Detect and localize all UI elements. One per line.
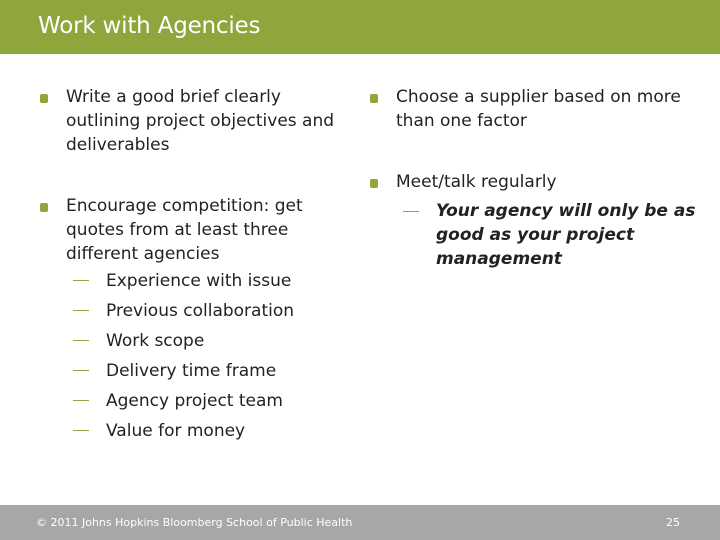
slide-title: Work with Agencies [38, 13, 261, 39]
right-column [366, 85, 696, 271]
sub-item-text: Value for money [106, 421, 246, 441]
dash-marker-icon [403, 211, 419, 212]
bullet-marker-icon [370, 179, 378, 188]
title-bar [0, 0, 720, 54]
dash-marker-icon [73, 370, 89, 371]
sub-item-work-scope [36, 326, 336, 356]
sub-item-text: Delivery time frame [106, 361, 277, 381]
dash-marker-icon [73, 400, 89, 401]
sub-item-text: Previous collaboration [106, 301, 295, 321]
sub-item-experience [36, 266, 336, 296]
dash-marker-icon [73, 280, 89, 281]
bullet-text: Meet/talk regularly [396, 172, 557, 192]
bullet-marker-icon [40, 94, 48, 103]
bullet-marker-icon [40, 203, 48, 212]
sub-item-text: Work scope [106, 331, 205, 351]
sub-item-project-management [366, 194, 696, 271]
sub-item-value [36, 416, 336, 446]
bullet-text: Write a good brief clearly outlining project objectives and deliverables [66, 87, 335, 155]
dash-marker-icon [73, 430, 89, 431]
bullet-encourage-competition [36, 194, 336, 266]
bullet-write-brief [36, 85, 336, 157]
sub-item-text: Your agency will only be as good as your project management [436, 201, 696, 269]
sub-item-text: Experience with issue [106, 271, 292, 291]
bullet-meet-regularly [366, 170, 696, 194]
sub-item-team [36, 386, 336, 416]
left-column [36, 85, 336, 446]
page-number: 25 [666, 516, 680, 529]
bullet-choose-supplier [366, 85, 696, 133]
bullet-marker-icon [370, 94, 378, 103]
copyright-text: © 2011 Johns Hopkins Bloomberg School of Public Health [36, 516, 353, 529]
bullet-text: Encourage competition: get quotes from at least three different agencies [66, 196, 303, 264]
sub-item-delivery [36, 356, 336, 386]
sub-item-collaboration [36, 296, 336, 326]
dash-marker-icon [73, 310, 89, 311]
footer-bar [0, 505, 720, 540]
bullet-text: Choose a supplier based on more than one factor [396, 87, 681, 131]
sub-item-text: Agency project team [106, 391, 283, 411]
dash-marker-icon [73, 340, 89, 341]
